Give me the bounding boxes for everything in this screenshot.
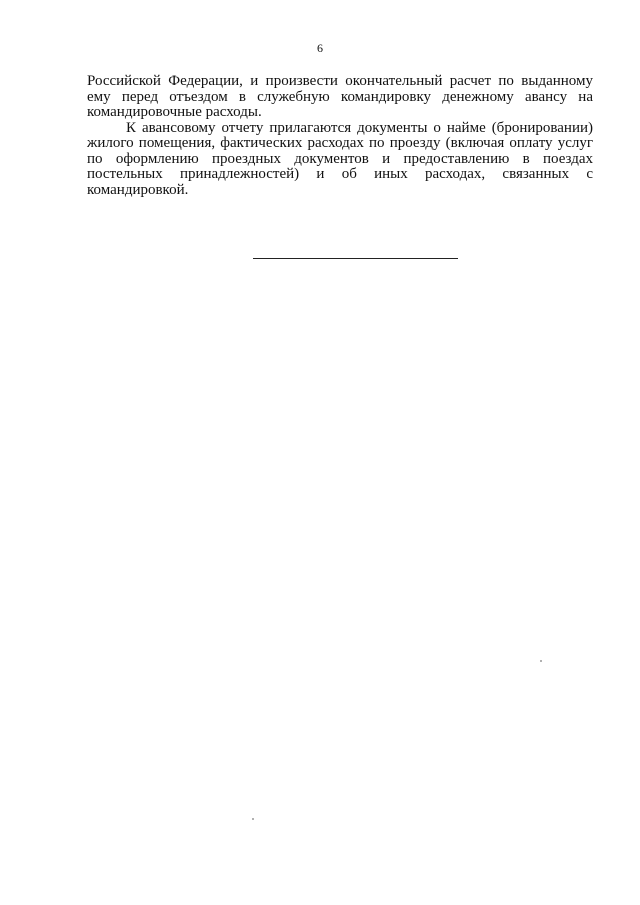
body-text: [87, 74, 593, 198]
end-of-text-rule: [253, 258, 458, 259]
paragraph-1: Российской Федерации, и произвести окончательный расчет по выданному ему перед отъездом в служебную командировку денежному авансу на командировочные расходы.: [87, 73, 593, 120]
scan-speck: [540, 660, 542, 662]
paragraph-2: К авансовому отчету прилагаются документы о найме (бронировании) жилого помещения, фактических расходах по проезду (включая оплату услуг по оформлению проездных документов и предоставлению в поездах постельных принадлежностей) и об иных расходах, связанных с командировкой.: [87, 119, 593, 198]
scan-speck: [252, 818, 254, 820]
page-number: 6: [317, 41, 323, 55]
